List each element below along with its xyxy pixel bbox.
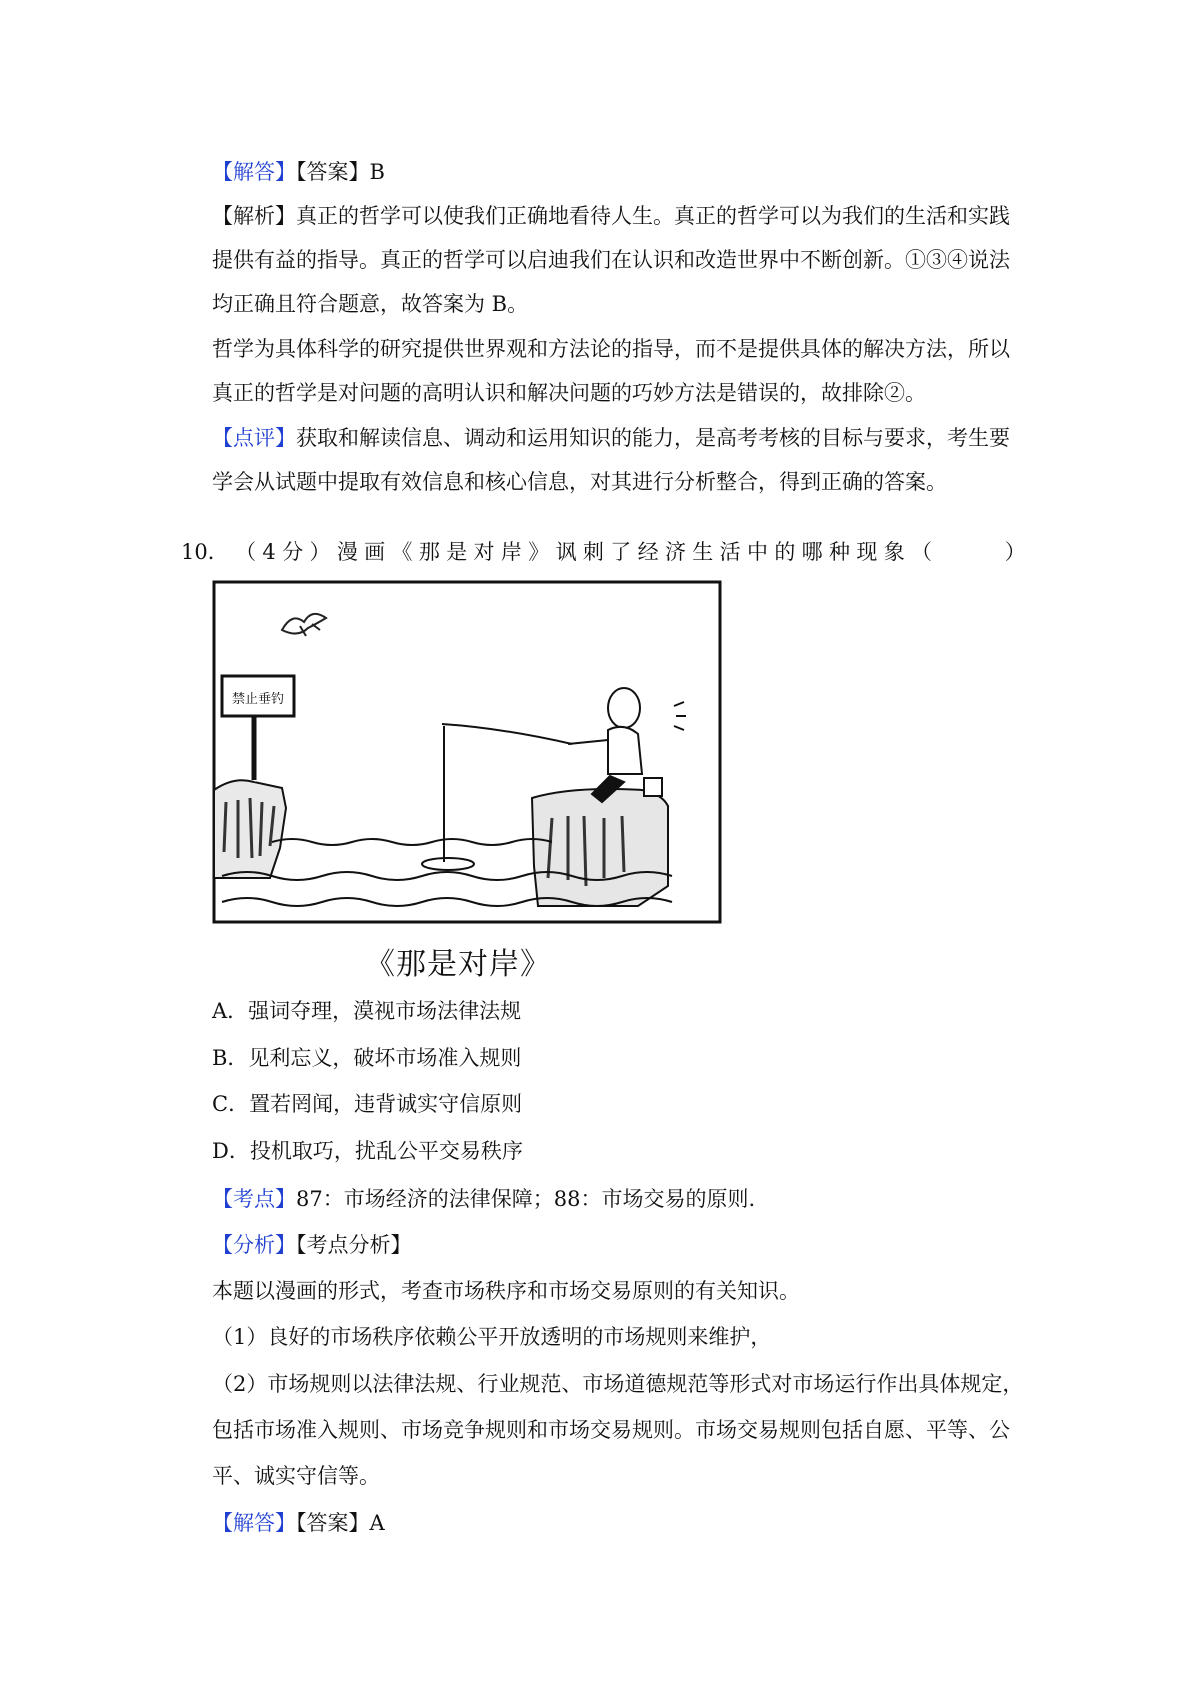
question-char: 4: [262, 540, 276, 564]
question-char: 了: [610, 540, 632, 564]
question-char: 的: [774, 540, 796, 564]
question-char: 讽: [555, 540, 577, 564]
fenxi-tag: 【分析】: [212, 1233, 296, 1257]
analysis-line-2: 提供有益的指导。真正的哲学可以启迪我们在认识和改造世界中不断创新。①③④说法: [212, 248, 1010, 272]
body-line-1: 本题以漫画的形式，考查市场秩序和市场交易原则的有关知识。: [212, 1279, 800, 1303]
final-answer-label: 【答案】: [296, 1511, 370, 1535]
question-number: 10．: [181, 540, 229, 564]
kaodian-text: 87：市场经济的法律保障；88：市场交易的原则.: [296, 1187, 756, 1211]
left-cliff: [214, 780, 286, 878]
question-char: 现: [856, 540, 878, 564]
final-answer-line: [212, 1508, 385, 1538]
question-char: 哪: [801, 540, 823, 564]
analysis-text-1: 真正的哲学可以使我们正确地看待人生。真正的哲学可以为我们的生活和实践: [296, 204, 1010, 228]
comic-caption: 《那是对岸》: [365, 947, 551, 982]
answer-blank: [938, 537, 998, 567]
question-char: 生: [692, 540, 714, 564]
answer-tag: 【解答】: [212, 160, 296, 184]
question-char: 那: [418, 540, 440, 564]
question-char: 活: [719, 540, 741, 564]
question-char: （: [911, 540, 933, 564]
kaodian-line: [212, 1184, 755, 1214]
question-char: 经: [637, 540, 659, 564]
body-line-2: （1）良好的市场秩序依赖公平开放透明的市场规则来维护，: [212, 1325, 772, 1349]
option-c: C．置若罔闻，违背诚实守信原则: [212, 1092, 523, 1116]
question-char: 岸: [500, 540, 522, 564]
option-d: D．投机取巧，扰乱公平交易秩序: [212, 1139, 523, 1163]
analysis-tag: 【解析】: [212, 204, 296, 228]
analysis-line-4: 哲学为具体科学的研究提供世界观和方法论的指导，而不是提供具体的解决方法，所以: [212, 337, 1010, 361]
analysis-line-3: 均正确且符合题意，故答案为 B。: [212, 292, 529, 316]
kaodian-tag: 【考点】: [212, 1187, 296, 1211]
prev-answer-line: [212, 157, 385, 187]
body-line-5: 平、诚实守信等。: [212, 1464, 380, 1488]
comic-illustration: [212, 580, 722, 932]
fenxi-line: [212, 1230, 412, 1260]
final-answer-tag: 【解答】: [212, 1511, 296, 1535]
review-tag: 【点评】: [212, 426, 296, 450]
analysis-line-1: [212, 201, 1010, 231]
question-char: ）: [309, 540, 331, 564]
question-char: 》: [528, 540, 550, 564]
review-text-1: 获取和解读信息、调动和运用知识的能力，是高考考核的目标与要求，考生要: [296, 426, 1010, 450]
review-line-2: 学会从试题中提取有效信息和核心信息，对其进行分析整合，得到正确的答案。: [212, 470, 947, 494]
option-a: A．强词夺理，漠视市场法律法规: [212, 999, 522, 1023]
question-char: 象: [883, 540, 905, 564]
answer-value: B: [369, 160, 385, 184]
right-cliff: [532, 789, 668, 906]
question-char: 济: [664, 540, 686, 564]
analysis-line-5: 真正的哲学是对问题的高明认识和解决问题的巧妙方法是错误的，故排除②。: [212, 381, 926, 405]
question-char: 对: [473, 540, 495, 564]
body-line-4: 包括市场准入规则、市场竞争规则和市场交易规则。市场交易规则包括自愿、平等、公: [212, 1418, 1010, 1442]
answer-label: 【答案】: [296, 160, 370, 184]
question-char: （: [235, 540, 257, 564]
question-char: 刺: [582, 540, 604, 564]
question-char: 画: [364, 540, 386, 564]
question-char: 《: [391, 540, 413, 564]
review-line-1: [212, 423, 1010, 453]
question-char: 中: [746, 540, 768, 564]
sign-text: 禁止垂钓: [231, 692, 285, 707]
question-char: 是: [446, 540, 468, 564]
question-char: 漫: [336, 540, 358, 564]
fenxi-label: 【考点分析】: [296, 1233, 412, 1257]
option-b: B．见利忘义，破坏市场准入规则: [212, 1046, 522, 1070]
question-char: ）: [1004, 540, 1026, 564]
question-line: [181, 537, 1026, 567]
question-char: 分: [282, 540, 304, 564]
question-char: 种: [829, 540, 851, 564]
final-answer-value: A: [369, 1511, 385, 1535]
body-line-3: （2）市场规则以法律法规、行业规范、市场道德规范等形式对市场运行作出具体规定，: [212, 1372, 1024, 1396]
